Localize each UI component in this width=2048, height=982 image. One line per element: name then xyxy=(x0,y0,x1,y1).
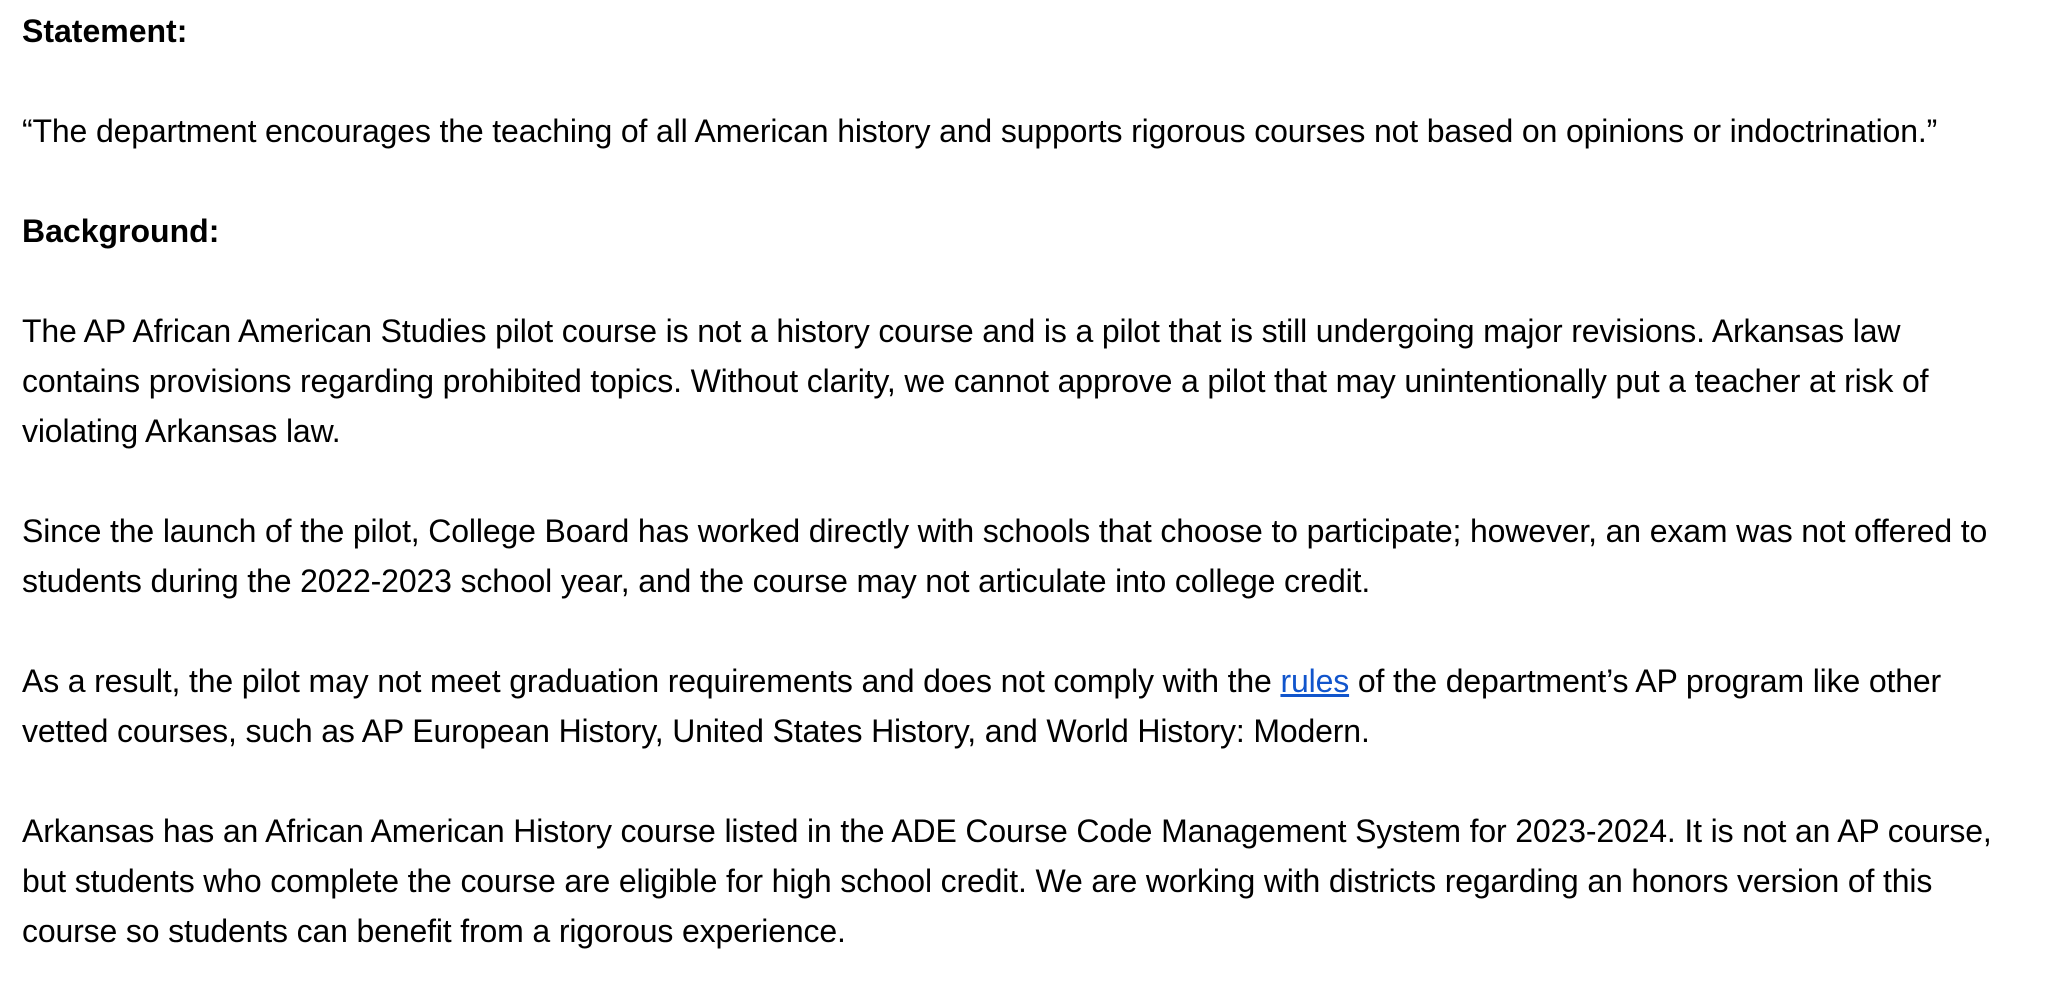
statement-quote: “The department encourages the teaching of all American history and supports rigorous courses not based on opinions or indoctrination.” xyxy=(22,113,1938,149)
paragraph-3-text-before: As a result, the pilot may not meet graduation requirements and does not comply with the xyxy=(22,663,1281,699)
rules-link[interactable]: rules xyxy=(1280,663,1350,699)
paragraph-3-text-after: of the department’s AP program like other vetted courses, such as AP European History, United States History, and World History: Modern. xyxy=(22,663,1942,749)
background-paragraph-3 xyxy=(22,656,2026,756)
background-heading: Background: xyxy=(22,213,220,249)
statement-heading: Statement: xyxy=(22,13,188,49)
background-paragraph-1: The AP African American Studies pilot course is not a history course and is a pilot that is still undergoing major revisions. Arkansas law contains provisions regarding prohibited topics. Without clarity, we cannot approve a pilot that may unintentionally put a teacher at risk of violating Arkansas law. xyxy=(22,313,1929,449)
background-paragraph-2: Since the launch of the pilot, College Board has worked directly with schools that choose to participate; however, an exam was not offered to students during the 2022-2023 school year, and the course may not articulate into college credit. xyxy=(22,513,1988,599)
background-paragraph-4: Arkansas has an African American History course listed in the ADE Course Code Management System for 2023-2024. It is not an AP course, but students who complete the course are eligible for high school credit. We are working with districts regarding an honors version of this course so students can benefit from a rigorous experience. xyxy=(22,813,1992,949)
